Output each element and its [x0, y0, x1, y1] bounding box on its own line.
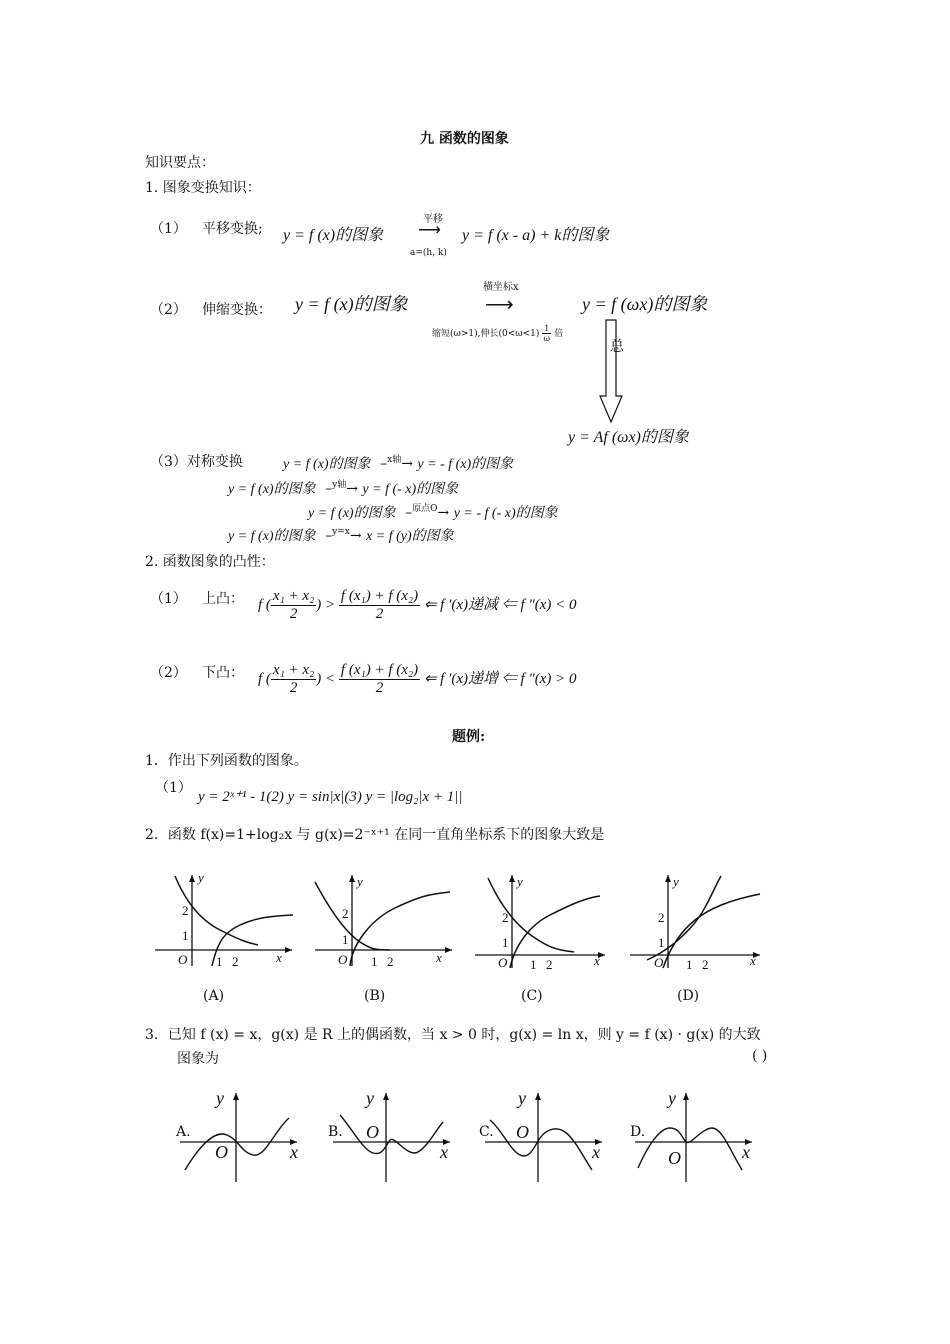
scaling-arrow-suffix: 倍	[554, 329, 564, 339]
graph-3b-y-label: y	[366, 1088, 374, 1108]
concave-up-label: （1）	[150, 591, 187, 607]
scaling-arrow-bottom	[432, 324, 563, 343]
symmetry-row-arrow-label: y=x	[332, 527, 350, 537]
option-c-label: (C)	[521, 988, 543, 1004]
graph-d-origin: O	[654, 955, 664, 970]
question-1-formula: y = 2ˣ⁺¹ - 1(2) y = sin|x|(3) y = |log₂|x + 1||	[198, 789, 463, 805]
symmetry-row-right: y = - f (x)的图象	[417, 457, 514, 472]
symmetry-row-arrow-label: 原点O	[412, 504, 438, 514]
translation-arrow-top: 平移	[423, 214, 443, 225]
graph-3c-y-label: y	[518, 1088, 526, 1108]
graph-3a-origin: O	[215, 1142, 228, 1162]
frac-den: 2	[375, 680, 384, 696]
relation: ) >	[316, 596, 336, 613]
scaling-arrow-bottom-text: 缩短(ω>1),伸长(0<ω<1)	[432, 329, 540, 339]
translation-arrow-bottom: a=(h, k)	[410, 248, 447, 258]
option-d-label: (D)	[677, 988, 700, 1004]
scaling-arrow-fraction	[542, 324, 551, 343]
symmetry-row-2: y = f (x)的图象 –$^{y轴}$→ y = f (- x)的图象	[228, 480, 459, 497]
frac-num: x₁ + x₂	[272, 662, 315, 678]
formula-prefix: f (	[258, 670, 271, 687]
question-3-line-2: 图象为	[177, 1051, 219, 1067]
graph-3b	[328, 1090, 458, 1185]
graph-3a-x-label: x	[290, 1142, 298, 1162]
frac-den: 2	[289, 606, 298, 622]
frac-den: 2	[289, 680, 298, 696]
fraction-f	[339, 588, 420, 623]
symmetry-row-3: y = f (x)的图象 –$^{原点O}$→ y = - f (- x)的图象	[308, 504, 558, 521]
implication-tail: ⇐ f ′(x)递减 ⇐ f ″(x) < 0	[423, 596, 577, 613]
graph-b-tick-2: 2	[342, 906, 349, 921]
down-arrow-label: 总	[610, 339, 624, 355]
knowledge-heading: 知识要点：	[145, 155, 215, 171]
translation-arrow: ⟶	[418, 222, 441, 239]
scaling-label: （2）	[150, 302, 187, 318]
frac-den: 2	[375, 606, 384, 622]
option-3a-label: A.	[176, 1124, 191, 1140]
graph-a-xtick-1: 1	[216, 954, 223, 969]
concave-down-label: （2）	[150, 665, 187, 681]
symmetry-row-4: y = f (x)的图象 –$^{y=x}$→ x = f (y)的图象	[228, 527, 454, 544]
graph-a-origin: O	[178, 952, 188, 967]
graph-3a	[175, 1090, 305, 1185]
translation-name: 平移变换;	[202, 221, 263, 237]
frac-num: x₁ + x₂	[272, 588, 315, 604]
frac-num: f (x₁) + f (x₂)	[340, 662, 419, 678]
fraction-x	[271, 588, 316, 623]
symmetry-row-arrow-label: y轴	[332, 480, 347, 490]
symmetry-row-left: y = f (x)的图象	[308, 506, 396, 521]
graph-3b-x-label: x	[440, 1142, 448, 1162]
symmetry-row-arrow-label: x轴	[387, 455, 402, 465]
graph-3d-y-label: y	[668, 1088, 676, 1108]
scaling-arrow: ⟶	[485, 294, 514, 316]
graph-c-tick-2: 2	[502, 910, 509, 925]
concave-up-name: 上凸：	[202, 591, 244, 607]
graph-c-origin: O	[498, 955, 508, 970]
graph-3a-y-label: y	[216, 1088, 224, 1108]
concave-down-name: 下凸：	[202, 665, 244, 681]
graph-3d-x-label: x	[742, 1142, 750, 1162]
graph-d-y-label: y	[673, 874, 679, 889]
question-2-text: 2．函数 f(x)=1+log₂x 与 g(x)=2⁻ˣ⁺¹ 在同一直角坐标系下的图象大致是	[145, 827, 605, 843]
symmetry-row-right: x = f (y)的图象	[366, 529, 454, 544]
graph-d-xtick-1: 1	[686, 957, 693, 972]
option-3d-label: D.	[630, 1124, 646, 1140]
graph-b-origin: O	[338, 952, 348, 967]
option-3c-label: C.	[479, 1124, 494, 1140]
scaling-frac-num: 1	[544, 324, 550, 333]
scaling-name: 伸缩变换：	[202, 302, 272, 318]
scaling-frac-den: ω	[543, 334, 551, 343]
graph-3c	[480, 1090, 610, 1185]
section-2-heading: 2. 函数图象的凸性：	[145, 554, 275, 570]
question-1-label: （1）	[155, 780, 192, 796]
examples-heading: 题例:	[452, 729, 486, 745]
symmetry-row-1: y = f (x)的图象 –$^{x轴}$→ y = - f (x)的图象	[283, 455, 514, 472]
graph-b-x-label: x	[436, 950, 442, 965]
concave-up-formula	[258, 588, 576, 623]
graph-d-xtick-2: 2	[702, 957, 709, 972]
translation-label: （1）	[150, 221, 187, 237]
symmetry-row-left: y = f (x)的图象	[228, 482, 316, 497]
option-b-label: (B)	[364, 988, 386, 1004]
graph-b-y-label: y	[357, 874, 363, 889]
graph-a-tick-1: 1	[182, 928, 189, 943]
relation: ) <	[316, 670, 336, 687]
translation-left-formula: y = f (x)的图象	[283, 227, 384, 244]
fraction-f	[339, 662, 420, 697]
graph-3b-origin: O	[366, 1122, 379, 1142]
option-3b-label: B.	[328, 1124, 343, 1140]
symmetry-label: （3）对称变换	[150, 454, 243, 470]
graph-3c-x-label: x	[592, 1142, 600, 1162]
down-arrow-icon	[598, 318, 624, 426]
graph-a-x-label: x	[276, 950, 282, 965]
frac-num: f (x₁) + f (x₂)	[340, 588, 419, 604]
concave-down-formula	[258, 662, 576, 697]
scaling-left-formula: y = f (x)的图象	[295, 294, 408, 314]
scaling-arrow-top: 横坐标x	[483, 282, 519, 293]
graph-d-x-label: x	[750, 953, 756, 968]
section-1-heading: 1. 图象变换知识：	[145, 180, 261, 196]
implication-tail: ⇐ f ′(x)递增 ⇐ f ″(x) > 0	[423, 670, 577, 687]
fraction-x	[271, 662, 316, 697]
answer-parentheses: ( )	[752, 1048, 768, 1064]
scaling-bottom-formula: y = Af (ωx)的图象	[568, 429, 689, 446]
graph-c-tick-1: 1	[502, 935, 509, 950]
symmetry-row-left: y = f (x)的图象	[283, 457, 371, 472]
translation-right-formula: y = f (x - a) + k的图象	[462, 227, 610, 244]
page-title: 九 函数的图象	[420, 131, 509, 147]
graph-c-x-label: x	[594, 953, 600, 968]
graph-b-xtick-2: 2	[387, 954, 394, 969]
graph-c-xtick-2: 2	[546, 957, 553, 972]
formula-prefix: f (	[258, 596, 271, 613]
option-a-label: (A)	[203, 988, 225, 1004]
scaling-right-formula: y = f (ωx)的图象	[582, 294, 708, 314]
symmetry-row-left: y = f (x)的图象	[228, 529, 316, 544]
graph-a-tick-2: 2	[182, 903, 189, 918]
graph-3c-origin: O	[516, 1122, 529, 1142]
symmetry-row-right: y = f (- x)的图象	[362, 482, 459, 497]
graph-3d-origin: O	[668, 1148, 681, 1168]
graph-c-xtick-1: 1	[530, 957, 537, 972]
graph-d-tick-2: 2	[658, 910, 665, 925]
symmetry-row-right: y = - f (- x)的图象	[453, 506, 558, 521]
graph-a-y-label: y	[198, 870, 204, 885]
question-1-text: 1．作出下列函数的图象。	[145, 753, 308, 769]
graph-c-y-label: y	[517, 874, 523, 889]
graph-b-xtick-1: 1	[371, 954, 378, 969]
graph-a-xtick-2: 2	[232, 954, 239, 969]
graph-3d	[630, 1090, 760, 1185]
question-3-line-1: 3．已知 f (x) = x，g(x) 是 R 上的偶函数，当 x > 0 时，g(x) = ln x，则 y = f (x) · g(x) 的大致	[145, 1027, 761, 1043]
graph-b-tick-1: 1	[342, 932, 349, 947]
graph-d-tick-1: 1	[658, 935, 665, 950]
